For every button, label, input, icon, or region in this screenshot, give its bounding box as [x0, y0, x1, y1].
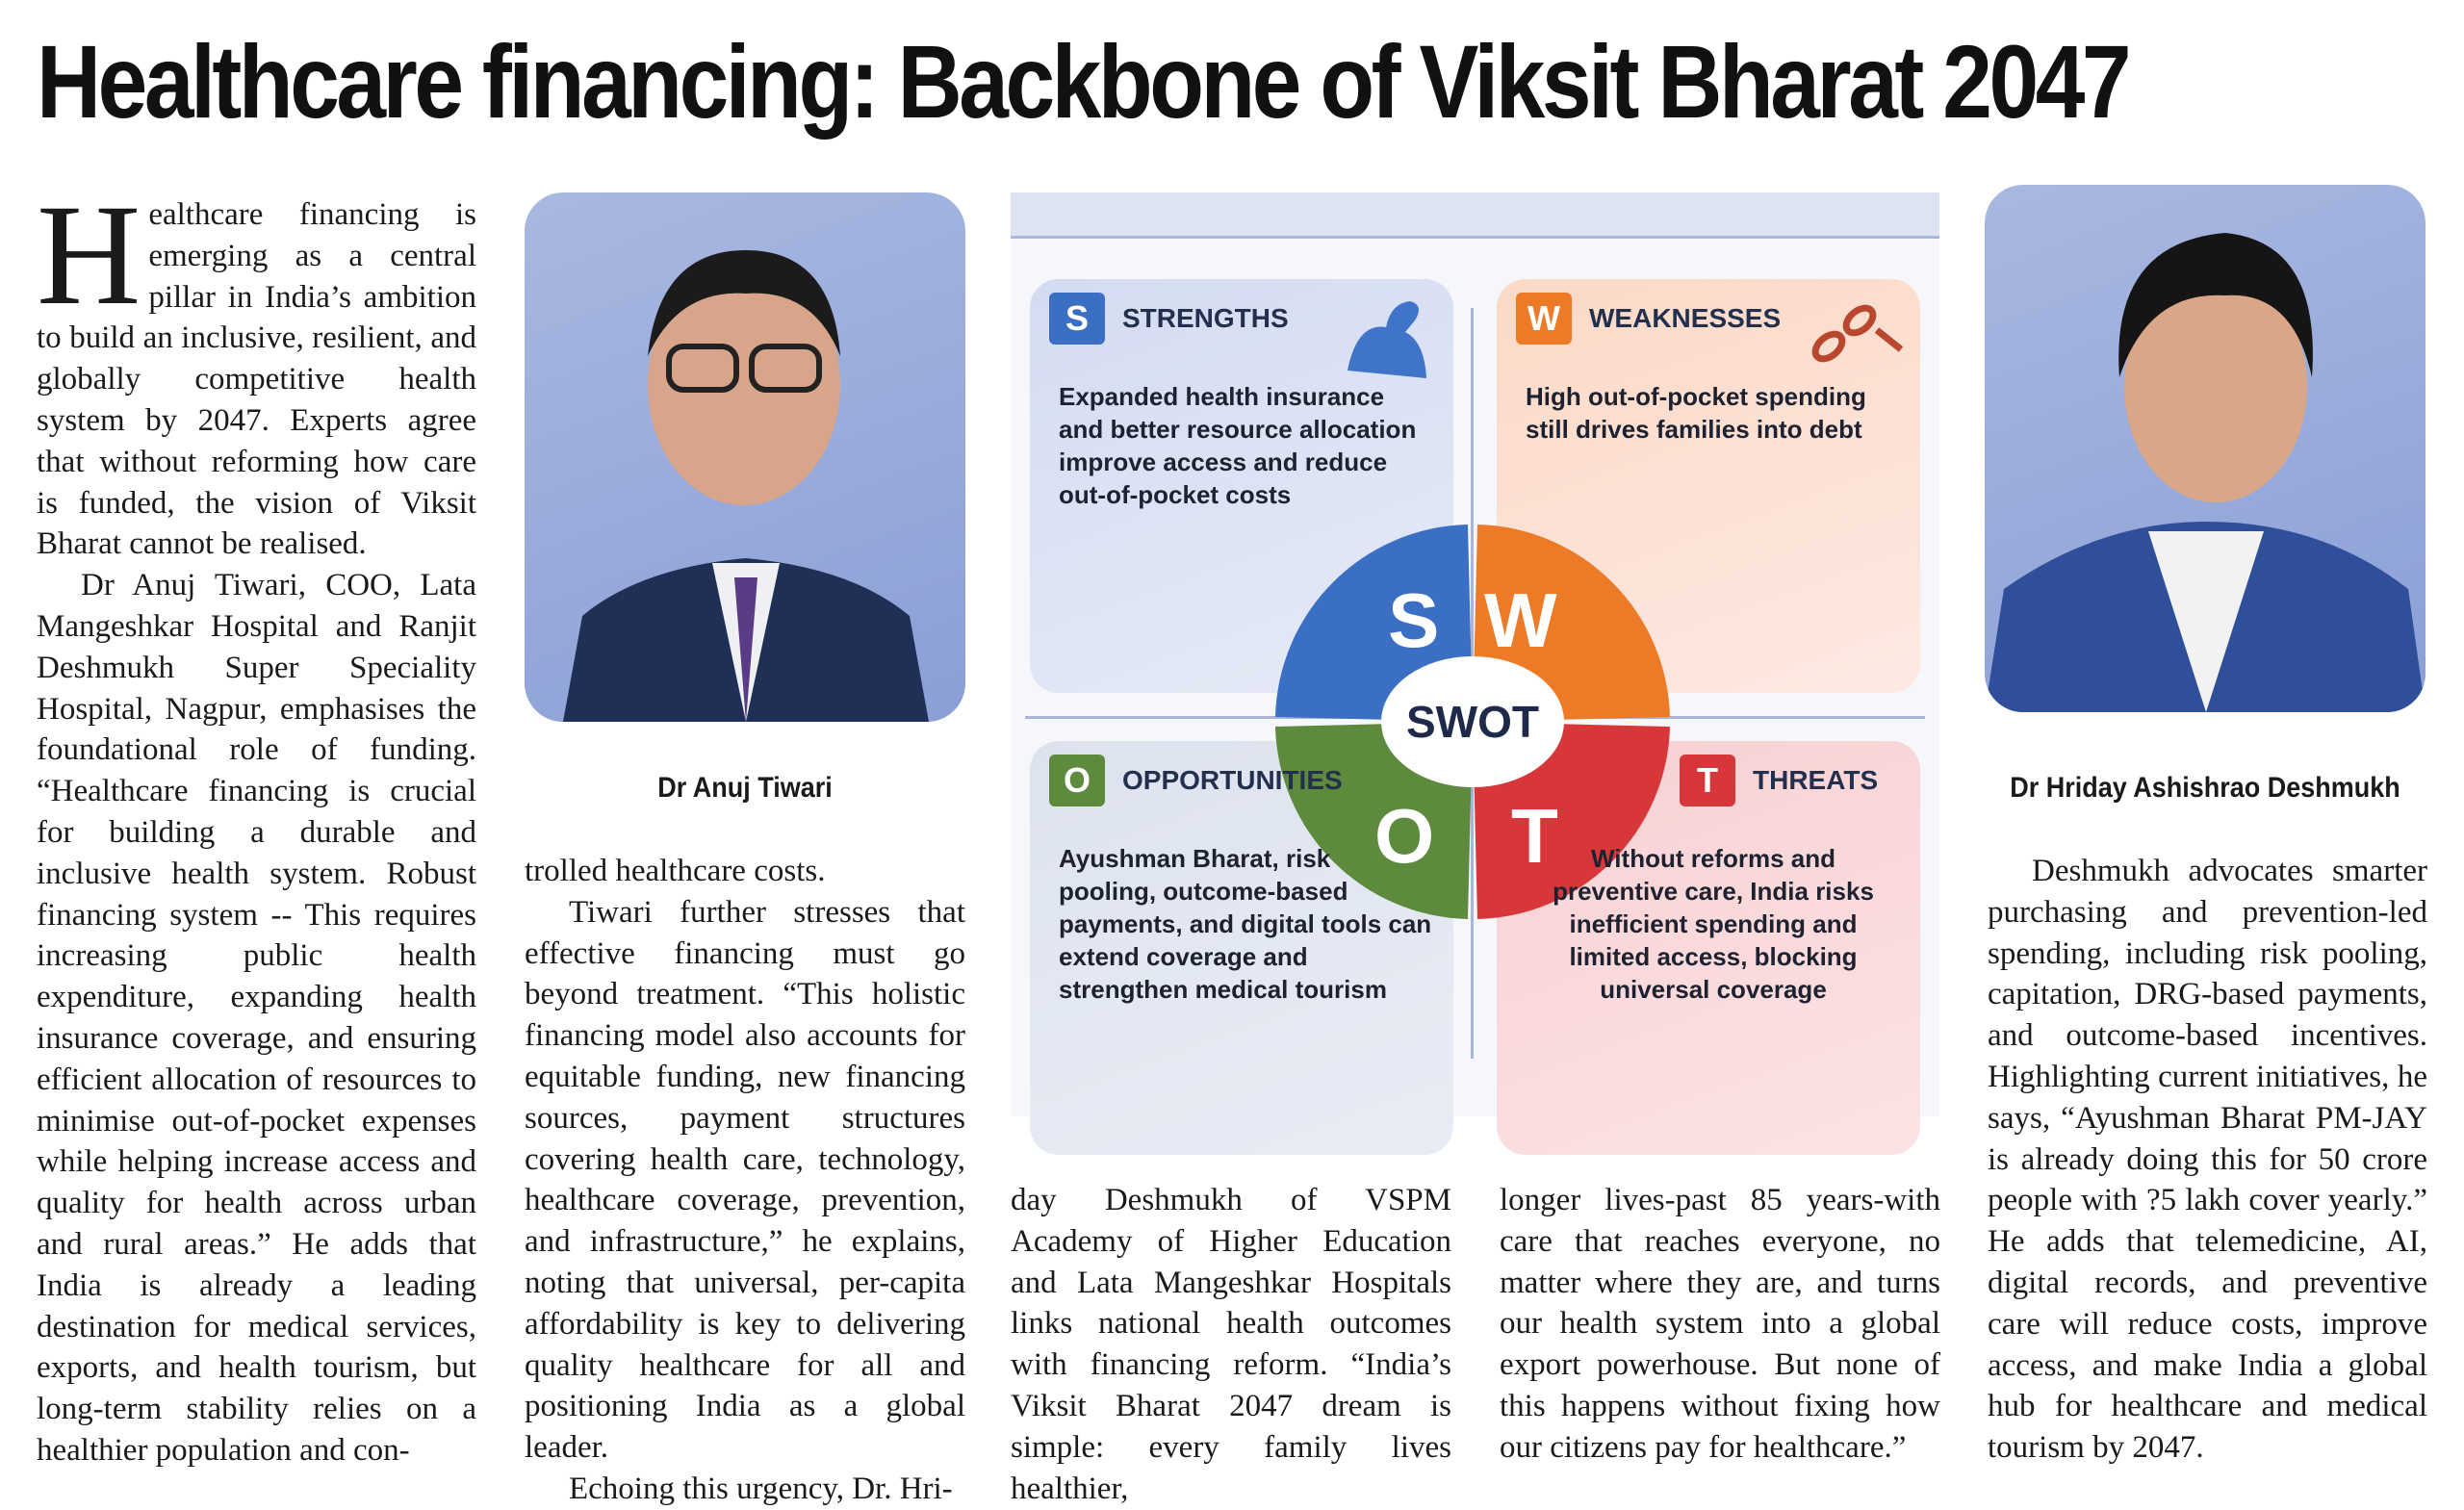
paragraph: Deshmukh advocates smarter purchasing and prevention-led spending, including risk pooling, capitation, DRG-based payments, and outcome-based incentives. Highlighting current initiatives, he says, “Ayushman Bharat PM-JAY is already doing this for 50 crore people with ?5 lakh cover yearly.” He adds that telemedicine, AI, digital records, and preventive care will reduce costs, improve access, and make India a global hub for healthcare and medical tourism by 2047. — [1988, 854, 2427, 1466]
swot-infographic — [1011, 192, 1939, 1116]
article-column-5 — [1988, 851, 2427, 1469]
portrait-image — [525, 192, 965, 722]
quad-title: WEAKNESSES — [1589, 303, 1782, 333]
photo-caption: Dr Hriday Ashishrao Deshmukh — [2010, 772, 2400, 804]
flexed-arm-icon — [1338, 294, 1434, 380]
badge: O — [1049, 755, 1105, 806]
quad-text: Without reforms and preventive care, India risks inefficient spending and limited access, blocking universal coverage — [1553, 844, 1874, 1004]
photo-dr-anuj-tiwari — [525, 192, 965, 722]
quad-text: High out-of-pocket spending still drives families into debt — [1526, 382, 1866, 444]
paragraph: longer lives-past 85 years-with care that reaches everyone, no matter where they are, and turns our health system into a global export powerhouse. But none of this happens without fixing how our citizens pay for healthcare.” — [1500, 1183, 1940, 1465]
article-column-3 — [1011, 1180, 1451, 1509]
quad-text: Ayushman Bharat, risk pooling, outcome-based payments, and digital tools can extend coverage and strengthen medical tourism — [1059, 844, 1432, 1004]
drop-cap: H — [37, 175, 141, 335]
article-column-4 — [1500, 1180, 1940, 1469]
paragraph: trolled healthcare costs. — [525, 854, 826, 888]
wheel-letter: T — [1511, 793, 1558, 879]
quad-title: STRENGTHS — [1122, 303, 1289, 333]
wheel-letter: O — [1374, 793, 1435, 879]
paragraph: Echoing this urgency, Dr. Hri- — [569, 1471, 953, 1506]
wheel-letter: W — [1484, 577, 1557, 663]
headline: Healthcare financing: Backbone of Viksit Bharat 2047 — [37, 23, 2129, 140]
photo-caption: Dr Anuj Tiwari — [657, 772, 833, 804]
quad-title: OPPORTUNITIES — [1122, 765, 1343, 795]
paragraph: ealthcare financing is emerging as a central pillar in India’s ambition to build an inclusive, resilient, and globally competitive health system by 2047. Experts agree that without reforming how care is funded, the vision of Viksit Bharat cannot be realised. — [37, 197, 476, 562]
badge: W — [1516, 293, 1572, 345]
paragraph: Tiwari further stresses that effective financing must go beyond treatment. “This holistic financing model also accounts for equitable funding, new financing sources, payment structures covering health care, technology, healthcare coverage, prevention, and infrastructure,” he explains, noting that universal, per-capita affordability is key to delivering quality healthcare for all and positioning India as a global leader. — [525, 894, 965, 1466]
quad-title: THREATS — [1753, 765, 1879, 795]
paragraph: day Deshmukh of VSPM Academy of Higher Education and Lata Mangeshkar Hospitals links national health outcomes with financing reform. “India’s Viksit Bharat 2047 dream is simple: every family lives healthier, — [1011, 1183, 1451, 1506]
badge: S — [1049, 293, 1105, 345]
header-band — [1011, 192, 1939, 239]
article-column-2 — [525, 851, 965, 1510]
paragraph: Dr Anuj Tiwari, COO, Lata Mangeshkar Hospital and Ranjit Deshmukh Super Speciality Hospital, Nagpur, emphasises the foundational role of funding. “Healthcare financing is crucial for building a durable and inclusive health system. Robust financing system -- This requires increasing public health expenditure, expanding health insurance coverage, and ensuring efficient allocation of resources to minimise out-of-pocket expenses while helping increase access and quality for health across urban and rural areas.” He adds that India is already a leading destination for medical services, exports, and health tourism, but long-term stability relies on a healthier population and con- — [37, 568, 476, 1468]
article-column-1 — [37, 175, 476, 1472]
quad-text: Expanded health insurance and better resource allocation improve access and reduce out-of-pocket costs — [1059, 382, 1417, 509]
photo-dr-hriday-deshmukh — [1985, 185, 2426, 712]
broken-chain-icon — [1800, 294, 1906, 371]
portrait-image — [1985, 185, 2426, 712]
swot-center-label: SWOT — [1406, 697, 1539, 747]
badge: T — [1680, 755, 1735, 806]
wheel-letter: S — [1388, 577, 1440, 663]
